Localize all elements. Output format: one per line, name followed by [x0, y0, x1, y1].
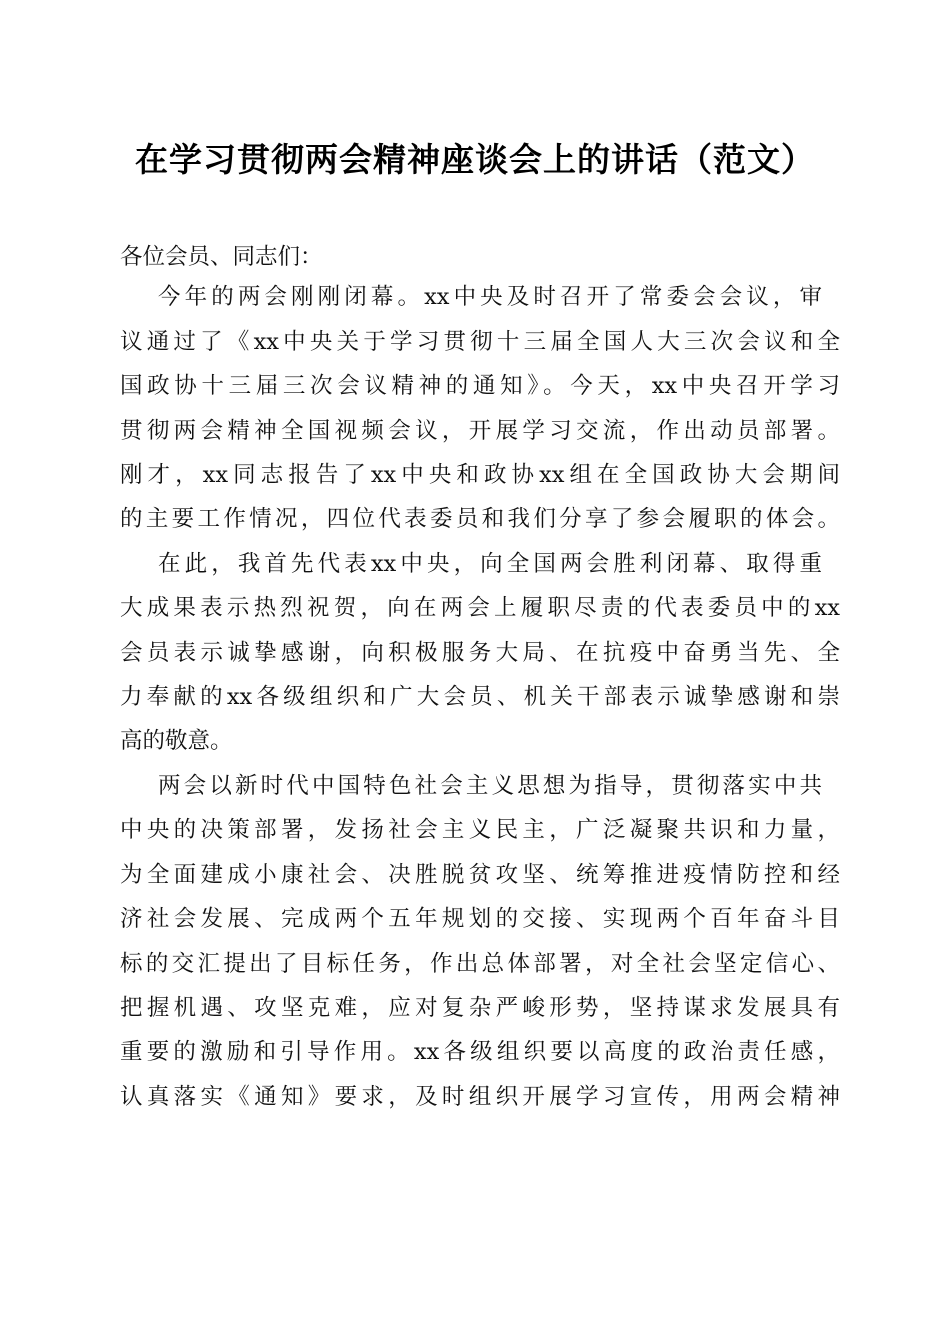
paragraph-line: 今年的两会刚刚闭幕。xx中央及时召开了常委会会议，审	[158, 284, 822, 310]
paragraph-line: 高的敬意。	[120, 728, 233, 754]
salutation: 各位会员、同志们：	[120, 244, 323, 270]
paragraph-line: 大成果表示热烈祝贺，向在两会上履职尽责的代表委员中的xx	[120, 595, 840, 621]
paragraph-line: 刚才，xx同志报告了xx中央和政协xx组在全国政协大会期间	[120, 462, 840, 488]
paragraph-line: 标的交汇提出了目标任务，作出总体部署，对全社会坚定信心、	[120, 951, 840, 977]
paragraph-line: 重要的激励和引导作用。xx各级组织要以高度的政治责任感，	[120, 1039, 840, 1065]
paragraph-line: 在此，我首先代表xx中央，向全国两会胜利闭幕、取得重	[158, 551, 822, 577]
paragraph-line: 贯彻两会精神全国视频会议，开展学习交流，作出动员部署。	[120, 418, 840, 444]
paragraph-line: 中央的决策部署，发扬社会主义民主，广泛凝聚共识和力量，	[120, 817, 840, 843]
paragraph-line: 国政协十三届三次会议精神的通知》。今天，xx中央召开学习	[120, 373, 840, 399]
document-title: 在学习贯彻两会精神座谈会上的讲话（范文）	[135, 140, 815, 179]
paragraph-line: 议通过了《xx中央关于学习贯彻十三届全国人大三次会议和全	[120, 329, 840, 355]
paragraph-line: 济社会发展、完成两个五年规划的交接、实现两个百年奋斗目	[120, 906, 840, 932]
paragraph-line: 的主要工作情况，四位代表委员和我们分享了参会履职的体会。	[120, 506, 840, 532]
paragraph-line: 把握机遇、攻坚克难，应对复杂严峻形势，坚持谋求发展具有	[120, 995, 840, 1021]
paragraph-line: 力奉献的xx各级组织和广大会员、机关干部表示诚挚感谢和崇	[120, 684, 840, 710]
paragraph-line: 为全面建成小康社会、决胜脱贫攻坚、统筹推进疫情防控和经	[120, 862, 840, 888]
paragraph-line: 认真落实《通知》要求，及时组织开展学习宣传，用两会精神	[120, 1084, 840, 1110]
paragraph-line: 会员表示诚挚感谢，向积极服务大局、在抗疫中奋勇当先、全	[120, 640, 840, 666]
paragraph-line: 两会以新时代中国特色社会主义思想为指导，贯彻落实中共	[158, 773, 822, 799]
